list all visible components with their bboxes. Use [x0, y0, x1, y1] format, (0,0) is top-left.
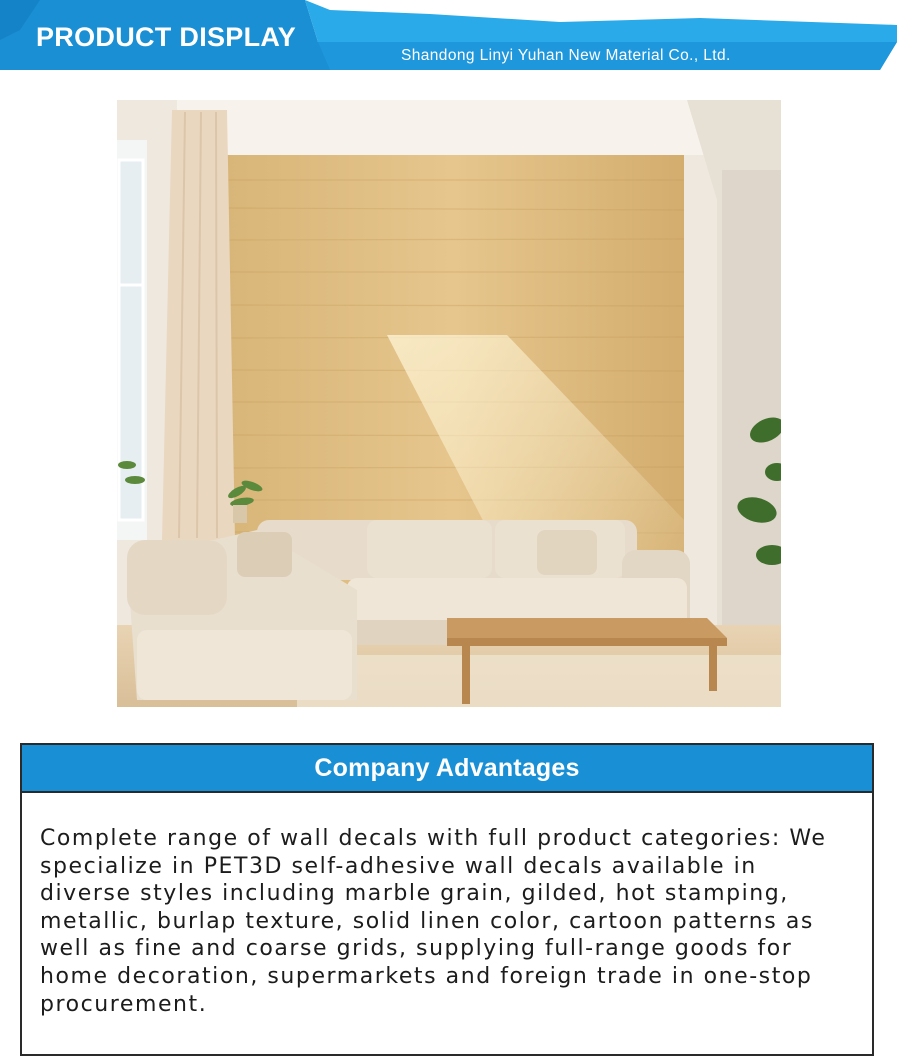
product-photo	[117, 100, 781, 707]
header-banner	[0, 0, 897, 72]
advantages-panel	[20, 743, 874, 1056]
advantages-header	[22, 745, 872, 793]
advantages-title: Company Advantages	[314, 753, 580, 782]
page-title: PRODUCT DISPLAY	[36, 22, 297, 52]
room-illustration	[117, 100, 781, 707]
advantages-text: Complete range of wall decals with full product categories: We specialize in PET3D self-adhesive wall decals available in diverse styles including marble grain, gilded, hot stamping, metallic, burlap texture, solid linen color, cartoon patterns as well as fine and coarse grids, supplying full-range goods for home decoration, supermarkets and foreign trade in one-stop procurement.	[40, 826, 827, 1017]
company-name: Shandong Linyi Yuhan New Material Co., Ltd.	[401, 47, 731, 64]
